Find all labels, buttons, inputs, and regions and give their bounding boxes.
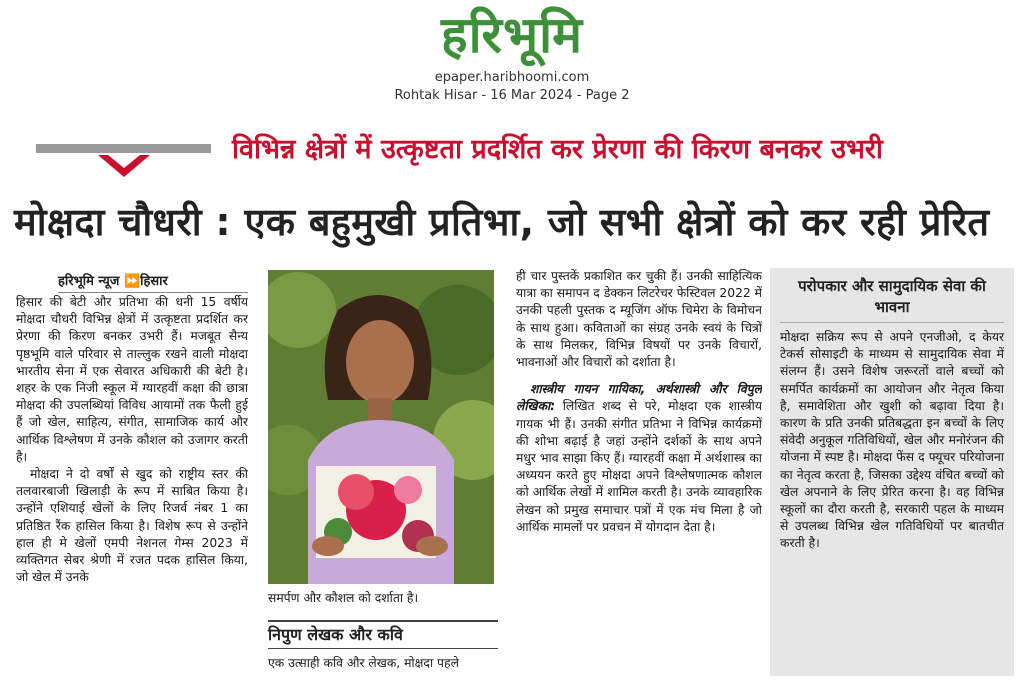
sidebar-text: मोक्षदा सक्रिय रूप से अपने एनजीओ, द केयर टेकर्स सोसाइटी के माध्यम से सामुदायिक सेवा में संलग्न हैं। उसने विशेष जरूरतों वाले बच्चों को समर्पित कार्यक्रमों का आयोजन और नेतृत्व किया है, समावेशिता और खुशी को बढ़ावा दिया है। कारण के प्रति उनकी प्रतिबद्धता इन बच्चों के लिए संवेदी अनुकूल गतिविधियों, खेल और मनोरंजन की योजना में स्पष्ट है। मोक्षदा फेंस द फ्यूचर परियोजना का नेतृत्व करता है, जिसका उद्देश्य वंचित बच्चों को खेल अपनाने के लिए प्रेरित करना है। वह विभिन्न स्कूलों का दौरा करती है, सरकारी पहल के माध्यम से उपलब्ध विभिन्न खेल गतिविधियों पर बातचीत करती है। <box>780 330 1004 551</box>
paragraph: लिखित शब्द से परे, मोक्षदा एक शास्त्रीय गायक भी हैं। उनकी संगीत प्रतिभा ने विभिन्न कार्यक्रमों की शोभा बढ़ाई है जहां उन्होंने दर्शकों के साथ अपने मधुर भाव साझा किए हैं। ग्यारहवीं कक्षा में अर्थशास्त्र का अध्ययन करते हुए मोक्षदा अपने विश्लेषणात्मक कौशल को आर्थिक लेखों में शामिल करती है। उनके व्यावहारिक लेखन को प्रमुख समाचार पत्रों में एक मंच मिला है जो आर्थिक मामलों पर प्रवचन में योगदान देता है। <box>516 399 762 534</box>
kicker-rule <box>36 144 211 153</box>
article-column-3 <box>516 268 762 688</box>
portrait-image <box>268 270 494 584</box>
photo-caption: समर्पण और कौशल को दर्शाता है। <box>268 591 419 605</box>
article-kicker: विभिन्न क्षेत्रों में उत्कृष्टता प्रदर्शित कर प्रेरणा की किरण बनकर उभरी <box>232 134 883 165</box>
article-headline: मोक्षदा चौधरी : एक बहुमुखी प्रतिभा, जो सभी क्षेत्रों को कर रही प्रेरित <box>14 200 990 244</box>
sidebar-box <box>770 268 1014 676</box>
chevron-inner-decoration <box>108 155 140 168</box>
article-byline: हरिभूमि न्यूज ⏩हिसार <box>58 271 248 293</box>
inline-subheading: शास्त्रीय गायन गायिका, अर्थशास्त्री और विपुल लेखिका: <box>516 382 762 414</box>
edition-info: Rohtak Hisar - 16 Mar 2024 - Page 2 <box>394 88 630 103</box>
epaper-url[interactable]: epaper.haribhoomi.com <box>434 70 590 85</box>
paragraph: हिसार की बेटी और प्रतिभा की धनी 15 वर्षीय मोक्षदा चौधरी विभिन्न क्षेत्रों में उत्कृष्टता प्रदर्शित कर प्रेरणा की किरण बनकर उभरी हैं। मजबूत सैन्य पृष्ठभूमि वाले परिवार से ताल्लुक रखने वाली मोक्षदा भारतीय सेना में एक सेवारत अधिकारी की बेटी है। शहर के एक निजी स्कूल में ग्यारहवीं कक्षा की छात्रा मोक्षदा की उपलब्धियां विविध आयामों तक फैली हुई हैं जो खेल, साहित्य, संगीत, सामाजिक कार्य और आर्थिक विश्लेषण में उनके कौशल को उजागर करती है। <box>16 295 248 464</box>
newspaper-logo[interactable]: हरिभूमि <box>441 6 583 64</box>
paragraph: मोक्षदा ने दो वर्षों से खुद को राष्ट्रीय स्तर की तलवारबाजी खिलाड़ी के रूप में साबित किया है। उन्होंने एशियाई खेलों के लिए रिजर्व नंबर 1 का प्रतिष्ठित रैंक हासिल किया है। विशेष रूप से उन्होंने हाल ही मे खेलों एमपी नेशनल गेम्स 2023 में व्यक्तिगत सेबर श्रेणी में रजत पदक हासिल किया, जो खेल में उनके <box>16 467 248 585</box>
article-column-1 <box>16 294 248 684</box>
paragraph: ही चार पुस्तकें प्रकाशित कर चुकी हैं। उनकी साहित्यिक यात्रा का समापन द डेक्कन लिटरेचर फेस्टिवल 2022 में उनकी पहली पुस्तक द म्यूजिंग ऑफ चिमेरा के विमोचन के साथ हुआ। कविताओं का संग्रह उनके स्वयं के चित्रों के साथ मिलकर, विभिन्न विषयों पर उनके विचारों, भावनाओं और विचारों को दर्शाता है। <box>516 269 762 370</box>
article-photo <box>268 270 494 584</box>
paragraph: एक उत्साही कवि और लेखक, मोक्षदा पहले <box>268 656 459 670</box>
subsection-heading: निपुण लेखक और कवि <box>268 620 498 649</box>
sidebar-title: परोपकार और सामुदायिक सेवा की भावना <box>780 276 1004 323</box>
masthead <box>0 0 1024 110</box>
